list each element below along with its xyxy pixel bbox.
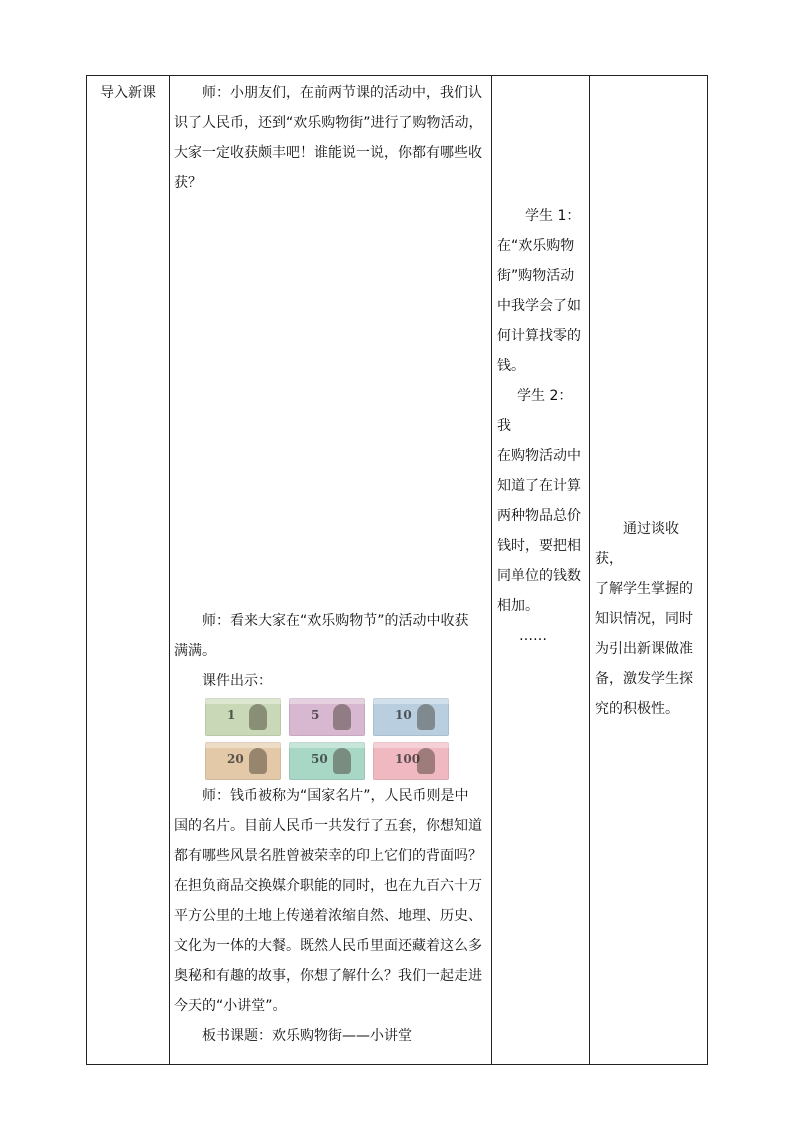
banknote: 20 (205, 742, 281, 780)
text-line: 今天的“小讲堂”。 (174, 998, 287, 1014)
text-line: 平方公里的土地上传递着浓缩自然、地理、历史、 (174, 908, 482, 924)
text-line: 奥秘和有趣的故事，你想了解什么？我们一起走进 (174, 968, 482, 984)
text-line: 通过谈收获， (595, 521, 679, 567)
text-line: 在担负商品交换媒介职能的同时，也在九百六十万 (174, 878, 482, 894)
board-title: 板书课题：欢乐购物街——小讲堂 (202, 1028, 412, 1044)
text-line: 师：看来大家在“欢乐购物节”的活动中收获 (202, 613, 469, 629)
text-line: 在购物活动中 (497, 448, 581, 464)
banknote: 10 (373, 698, 449, 736)
row-label: 导入新课 (100, 85, 156, 101)
text-line: 街”购物活动 (497, 268, 575, 284)
text-line: 同单位的钱数 (497, 568, 581, 584)
column-divider (491, 76, 492, 1064)
text-line: 师：钱币被称为“国家名片”，人民币则是中 (202, 788, 469, 804)
text-line: 钱时，要把相 (497, 538, 581, 554)
student-responses (497, 201, 585, 651)
text-line: …… (519, 628, 547, 644)
column-divider (169, 76, 170, 1064)
text-line: 了解学生掌握的 (595, 581, 693, 597)
column-divider (589, 76, 590, 1064)
text-line: 知道了在计算 (497, 478, 581, 494)
text-line: 钱。 (497, 358, 525, 374)
text-line: 两种物品总价 (497, 508, 581, 524)
text-line: 国的名片。目前人民币一共发行了五套，你想知道 (174, 818, 482, 834)
text-line: 在“欢乐购物 (497, 238, 575, 254)
banknote: 50 (289, 742, 365, 780)
text-line: 都有哪些风景名胜曾被荣幸的印上它们的背面吗？ (174, 848, 482, 864)
text-line: 学生 2：我 (497, 388, 573, 434)
text-line: 文化为一体的大餐。既然人民币里面还藏着这么多 (174, 938, 482, 954)
text-line: 获？ (174, 175, 202, 191)
text-line: 备，激发学生探 (595, 671, 693, 687)
text-line: 中我学会了如 (497, 298, 581, 314)
text-line: 知识情况，同时 (595, 611, 693, 627)
text-line: 满满。 (174, 643, 216, 659)
text-line: 师：小朋友们，在前两节课的活动中，我们认 (202, 85, 482, 101)
text-line: 学生 1： (525, 208, 581, 224)
banknote: 1 (205, 698, 281, 736)
teacher-summary (174, 606, 489, 696)
banknote: 5 (289, 698, 365, 736)
banknote-image (205, 698, 453, 780)
text-line: 课件出示： (202, 673, 272, 689)
text-line: 大家一定收获颇丰吧！谁能说一说，你都有哪些收 (174, 145, 482, 161)
teacher-intro (174, 78, 489, 198)
text-line: 为引出新课做准 (595, 641, 693, 657)
text-line: 识了人民币，还到“欢乐购物街”进行了购物活动， (174, 115, 483, 131)
teacher-story (174, 781, 489, 1051)
text-line: 何计算找零的 (497, 328, 581, 344)
lesson-table (86, 75, 708, 1065)
design-intent (595, 514, 705, 724)
text-line: 究的积极性。 (595, 701, 679, 717)
banknote: 100 (373, 742, 449, 780)
text-line: 相加。 (497, 598, 539, 614)
